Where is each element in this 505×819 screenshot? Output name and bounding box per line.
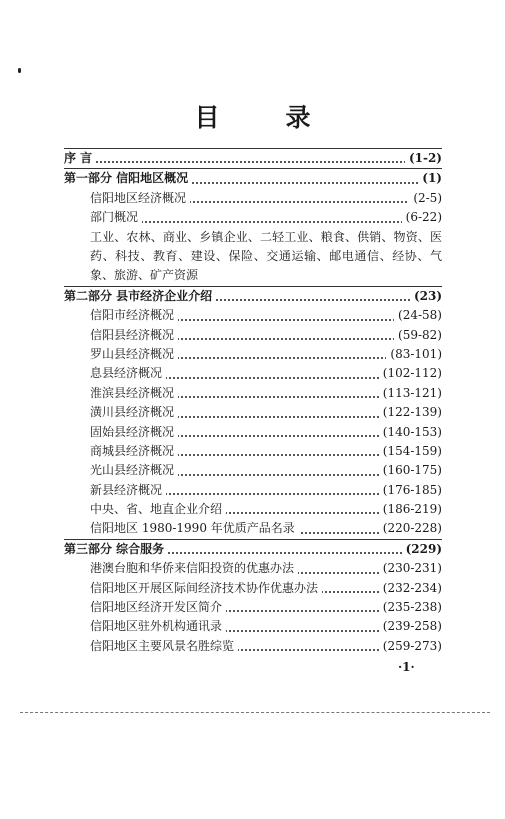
toc-page-range: (229) xyxy=(402,540,442,559)
toc-entry-row[interactable] xyxy=(64,461,442,480)
toc-entry-title: 第三部分 综合服务 xyxy=(64,542,168,556)
toc-page-range: (232-234) xyxy=(379,579,442,598)
toc-page-range: (176-185) xyxy=(379,481,442,500)
toc-entry-row[interactable] xyxy=(64,559,442,578)
toc-entry-row[interactable] xyxy=(64,306,442,325)
toc-entry-title: 信阳地区主要风景名胜综览 xyxy=(90,639,238,653)
toc-page-range: (59-82) xyxy=(394,326,442,345)
toc-entry-row[interactable] xyxy=(64,500,442,519)
toc-entry-title: 信阳县经济概况 xyxy=(90,328,178,342)
toc-page-range: (154-159) xyxy=(379,442,442,461)
toc-subject-list: 工业、农林、商业、乡镇企业、二轻工业、粮食、供销、物资、医药、科技、教育、建设、保险、交通运输、邮电通信、经协、气象、旅游、矿产资源 xyxy=(90,229,442,283)
toc-entry-title: 商城县经济概况 xyxy=(90,444,178,458)
scan-speck xyxy=(18,68,21,73)
dot-leader xyxy=(90,221,442,223)
dot-leader xyxy=(64,161,442,163)
toc-entry-title: 信阳地区经济概况 xyxy=(90,191,190,205)
toc-entry-title: 中央、省、地直企业介绍 xyxy=(90,502,226,516)
toc-entry-title: 息县经济概况 xyxy=(90,366,166,380)
toc-entry-row[interactable] xyxy=(64,423,442,442)
toc-entry-title: 信阳地区驻外机构通讯录 xyxy=(90,619,226,633)
toc-entry-title: 信阳地区开展区际间经济技术协作优惠办法 xyxy=(90,581,322,595)
toc-page-range: (239-258) xyxy=(379,617,442,636)
toc-section-row[interactable] xyxy=(64,168,442,188)
toc-entry-title: 信阳地区 1980-1990 年优质产品名录 xyxy=(90,521,299,535)
toc-entry-title: 信阳市经济概况 xyxy=(90,308,178,322)
toc-entry-title: 光山县经济概况 xyxy=(90,463,178,477)
toc-entry-row[interactable] xyxy=(64,189,442,208)
toc-entry-row[interactable] xyxy=(64,208,442,227)
toc-entry-row[interactable] xyxy=(64,637,442,656)
toc-page-range: (235-238) xyxy=(379,598,442,617)
toc-entry-row[interactable] xyxy=(64,442,442,461)
toc-entry-title: 潢川县经济概况 xyxy=(90,405,178,419)
toc-entry-row[interactable] xyxy=(64,519,442,538)
toc-entry-title: 罗山县经济概况 xyxy=(90,347,178,361)
toc-page-range: (1-2) xyxy=(405,149,442,168)
toc-page-range: (160-175) xyxy=(379,461,442,480)
toc-entry-row[interactable] xyxy=(64,598,442,617)
toc-page-range: (6-22) xyxy=(402,208,442,227)
toc-entry-row[interactable] xyxy=(64,403,442,422)
toc-entry-title: 第一部分 信阳地区概况 xyxy=(64,171,192,185)
toc-section-row[interactable] xyxy=(64,148,442,168)
toc-entry-row[interactable] xyxy=(64,384,442,403)
toc-entry-title: 第二部分 县市经济企业介绍 xyxy=(64,289,216,303)
toc-entry-title: 序 言 xyxy=(64,151,96,165)
toc-entry-row[interactable] xyxy=(64,345,442,364)
toc-page-range: (102-112) xyxy=(379,364,442,383)
toc-entry-title: 港澳台胞和华侨来信阳投资的优惠办法 xyxy=(90,561,298,575)
toc-entry-title: 固始县经济概况 xyxy=(90,425,178,439)
toc-entry-row[interactable] xyxy=(64,481,442,500)
toc-page-range: (122-139) xyxy=(379,403,442,422)
toc-entry-row[interactable] xyxy=(64,364,442,383)
page-number: ·1· xyxy=(398,660,415,674)
toc-page-range: (2-5) xyxy=(409,189,442,208)
toc-page-range: (230-231) xyxy=(379,559,442,578)
toc-page-range: (259-273) xyxy=(379,637,442,656)
toc-entry-title: 淮滨县经济概况 xyxy=(90,386,178,400)
toc-page-range: (24-58) xyxy=(394,306,442,325)
toc-page-range: (113-121) xyxy=(379,384,442,403)
toc-page-range: (23) xyxy=(410,287,442,306)
toc-entry-title: 部门概况 xyxy=(90,210,142,224)
toc-section-row[interactable] xyxy=(64,286,442,306)
page-title: 目录 xyxy=(194,103,377,132)
toc-entry-row[interactable] xyxy=(64,617,442,636)
toc-entry-title: 信阳地区经济开发区简介 xyxy=(90,600,226,614)
toc-section-row[interactable] xyxy=(64,539,442,559)
toc-entry-row[interactable] xyxy=(64,579,442,598)
toc-page-range: (186-219) xyxy=(379,500,442,519)
table-of-contents xyxy=(64,148,442,656)
toc-entry-title: 新县经济概况 xyxy=(90,483,166,497)
scan-edge-line xyxy=(20,712,490,713)
toc-entry-row[interactable] xyxy=(64,326,442,345)
toc-page-range: (1) xyxy=(418,169,442,188)
toc-page-range: (220-228) xyxy=(379,519,442,538)
toc-page-range: (83-101) xyxy=(386,345,442,364)
toc-page-range: (140-153) xyxy=(379,423,442,442)
